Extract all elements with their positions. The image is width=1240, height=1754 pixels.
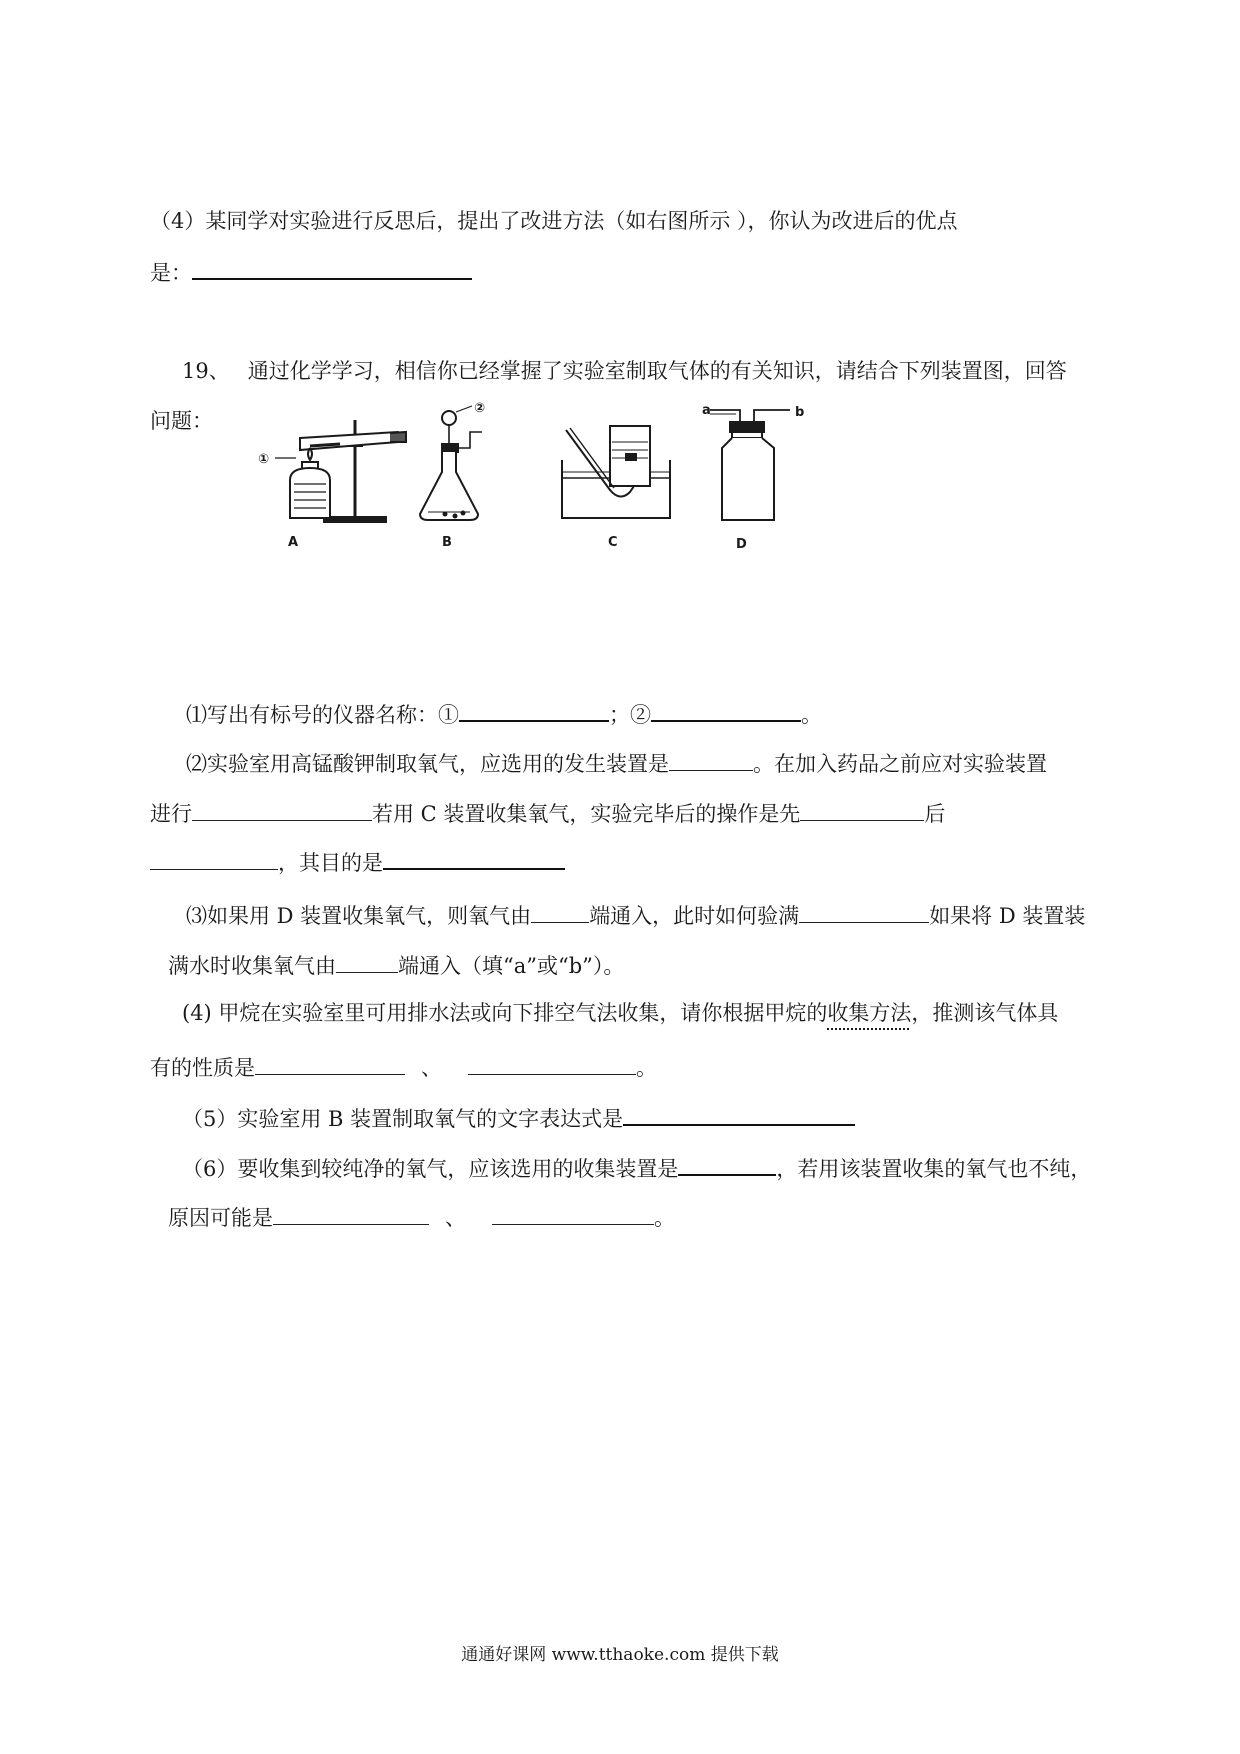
q19-p2-line1-suffix: 。在加入药品之前应对实验装置 bbox=[753, 752, 1047, 776]
port-b: b bbox=[795, 405, 805, 420]
q19-p3-line2-suffix: 端通入（填“a”或“b”）。 bbox=[398, 954, 625, 978]
label-d: D bbox=[736, 537, 747, 552]
answer-blank-q18-4[interactable] bbox=[192, 258, 472, 280]
mark-2: ② bbox=[474, 401, 486, 416]
mark-1: ① bbox=[258, 452, 270, 467]
q19-p6-line2-prefix: 原因可能是 bbox=[168, 1206, 273, 1230]
q19-p2-line2-prefix: 进行 bbox=[150, 802, 192, 826]
q19-p2-line2-mid: 若用 C 装置收集氧气，实验完毕后的操作是先 bbox=[372, 802, 801, 826]
q19-p3-line1 bbox=[186, 902, 1085, 929]
answer-blank-generator[interactable] bbox=[669, 750, 753, 771]
answer-blank-second-step[interactable] bbox=[150, 849, 278, 870]
label-b: B bbox=[442, 535, 452, 550]
answer-blank-property-2[interactable] bbox=[468, 1054, 636, 1075]
apparatus-c bbox=[562, 426, 670, 550]
q19-intro-text: 通过化学学习，相信你已经掌握了实验室制取气体的有关知识，请结合下列装置图，回答 bbox=[247, 359, 1067, 383]
answer-blank-first-step[interactable] bbox=[800, 800, 924, 821]
answer-blank-reason-1[interactable] bbox=[273, 1204, 429, 1225]
apparatus-d bbox=[702, 403, 804, 552]
q19-p6-line1-suffix: ，若用该装置收集的氧气也不纯， bbox=[776, 1157, 1092, 1181]
answer-blank-inlet-water[interactable] bbox=[336, 952, 398, 973]
q19-p2-line3 bbox=[150, 848, 565, 876]
q19-p2-line3-mid: ，其目的是 bbox=[278, 851, 383, 875]
q19-p2-line1 bbox=[186, 750, 1047, 777]
port-a: a bbox=[702, 403, 711, 418]
apparatus-b bbox=[420, 401, 485, 550]
answer-blank-property-1[interactable] bbox=[255, 1054, 405, 1075]
q19-p4-line2-prefix: 有的性质是 bbox=[150, 1056, 255, 1080]
q19-p2-line2 bbox=[150, 800, 945, 827]
answer-blank-inlet-d[interactable] bbox=[531, 902, 589, 923]
q19-p1-prefix: ⑴写出有标号的仪器名称：① bbox=[186, 703, 459, 727]
q19-p6-line2 bbox=[168, 1204, 675, 1231]
q18-4-line1: （4）某同学对实验进行反思后，提出了改进方法（如右图所示 ），你认为改进后的优点 bbox=[150, 209, 958, 233]
apparatus-figures bbox=[258, 400, 910, 560]
label-a: A bbox=[288, 535, 299, 550]
q19-p4-separator: 、 bbox=[421, 1056, 442, 1080]
q19-intro-line1 bbox=[182, 358, 1067, 384]
q19-p4-emphasis: 收集方法 bbox=[827, 1001, 912, 1025]
q19-p1 bbox=[186, 700, 822, 728]
q19-p6-end: 。 bbox=[654, 1206, 675, 1230]
q19-intro-line2: 问题： bbox=[150, 409, 213, 433]
q19-p6-separator: 、 bbox=[445, 1206, 466, 1230]
q19-p4-line1-prefix: (4) 甲烷在实验室里可用排水法或向下排空气法收集，请你根据甲烷的 bbox=[182, 1001, 828, 1025]
q19-p1-end: 。 bbox=[801, 703, 822, 727]
q19-p5-prefix: （5）实验室用 B 装置制取氧气的文字表达式是 bbox=[182, 1107, 624, 1131]
q19-p4-line2 bbox=[150, 1054, 657, 1081]
q18-4-prefix: 是： bbox=[150, 261, 192, 285]
answer-blank-reason-2[interactable] bbox=[492, 1204, 654, 1225]
answer-blank-purpose[interactable] bbox=[383, 848, 565, 870]
q19-p6-line1-prefix: （6）要收集到较纯净的氧气，应该选用的收集装置是 bbox=[182, 1157, 679, 1181]
q19-p4-line1 bbox=[182, 1000, 1058, 1026]
q19-p3-line1-suffix: 如果将 D 装置装 bbox=[929, 904, 1086, 928]
q19-p6-line1 bbox=[182, 1154, 1091, 1182]
page-footer: 通通好课网 www.tthaoke.com 提供下载 bbox=[461, 1645, 779, 1665]
q19-p2-line1-prefix: ⑵实验室用高锰酸钾制取氧气，应选用的发生装置是 bbox=[186, 752, 669, 776]
q19-p4-end: 。 bbox=[636, 1056, 657, 1080]
q19-p3-line1-mid: 端通入，此时如何验满 bbox=[589, 904, 800, 928]
q19-p3-line2-prefix: 满水时收集氧气由 bbox=[168, 954, 336, 978]
q19-p4-line1-suffix: ，推测该气体具 bbox=[911, 1001, 1059, 1025]
answer-blank-full-check[interactable] bbox=[799, 902, 929, 923]
q18-4-line2 bbox=[150, 258, 472, 286]
answer-blank-collector[interactable] bbox=[678, 1154, 776, 1176]
apparatus-a bbox=[258, 420, 406, 550]
q19-p5 bbox=[182, 1104, 855, 1132]
label-c: C bbox=[608, 535, 618, 550]
answer-blank-instrument-2[interactable] bbox=[651, 700, 801, 722]
q19-p2-line2-suffix: 后 bbox=[924, 802, 946, 826]
answer-blank-word-equation[interactable] bbox=[623, 1104, 855, 1126]
q19-p3-line1-prefix: ⑶如果用 D 装置收集氧气，则氧气由 bbox=[186, 904, 532, 928]
q19-number: 19、 bbox=[182, 359, 230, 383]
q19-p1-mid: ；② bbox=[609, 703, 651, 727]
answer-blank-instrument-1[interactable] bbox=[459, 700, 609, 722]
answer-blank-check[interactable] bbox=[192, 800, 372, 821]
q19-p3-line2 bbox=[168, 952, 624, 979]
